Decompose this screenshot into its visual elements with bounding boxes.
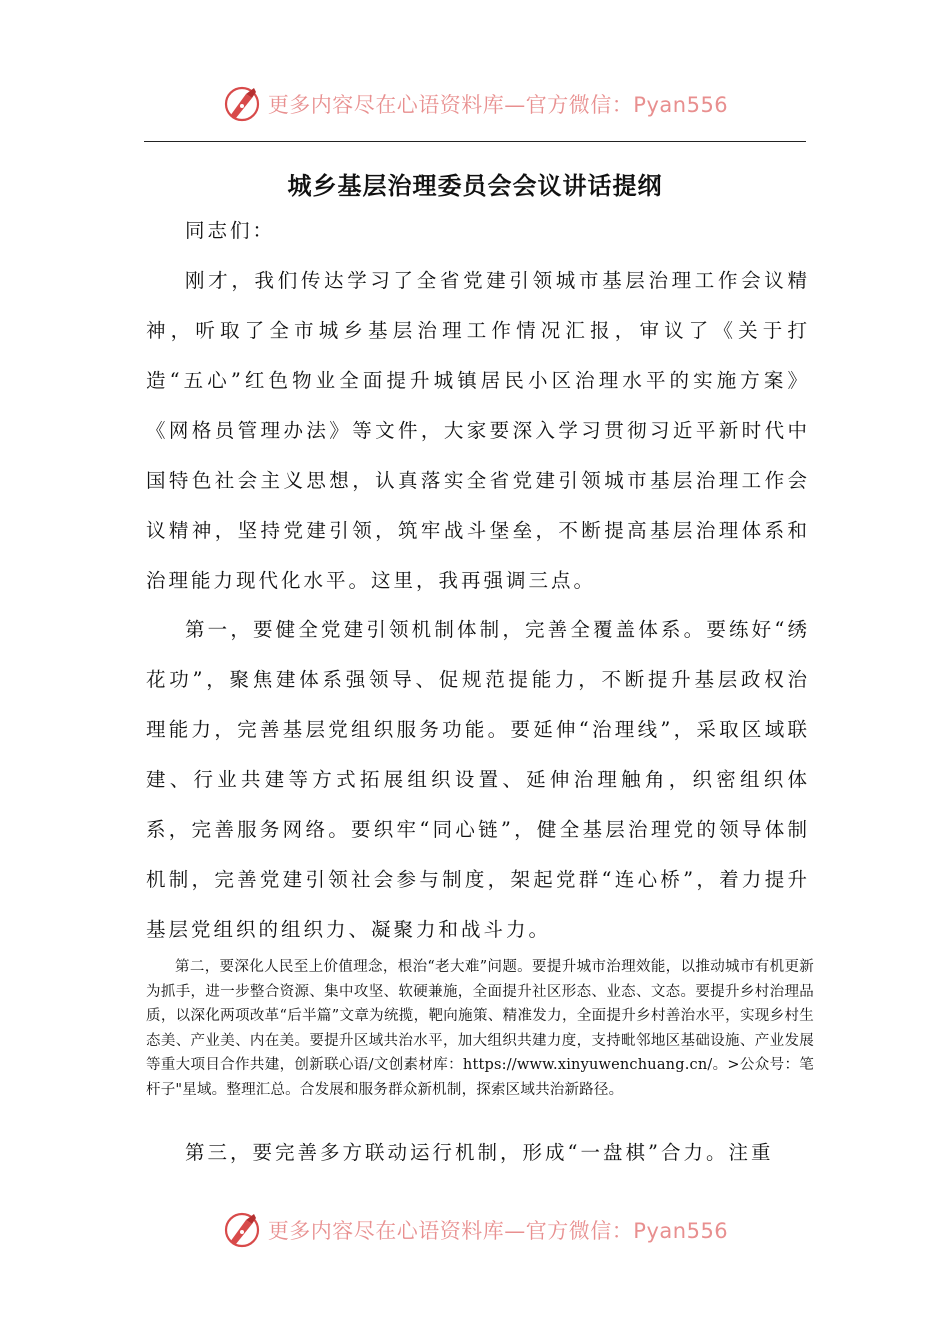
- header-divider: [144, 141, 806, 142]
- watermark-text: 更多内容尽在心语资料库—官方微信：Pyan556: [267, 1219, 729, 1243]
- watermark-text: 更多内容尽在心语资料库—官方微信：Pyan556: [267, 93, 729, 117]
- document-title: 城乡基层治理委员会会议讲话提纲: [287, 172, 663, 200]
- paragraph-third-point: 第三，要完善多方联动运行机制，形成“一盘棋”合力。注重: [185, 1141, 774, 1164]
- paragraph-second-point: 第二，要深化人民至上价值理念，根治“老大难”问题。要提升城市治理效能，以推动城市有机更新为抓手，进一步整合资源、集中攻坚、软硬兼施，全面提升社区形态、业态、文态。要提升乡村治理品质，以深化两项改革“后半篇”文章为统揽，靶向施策、精准发力，全面提升乡村善治水平，实现乡村生态美、产业美、内在美。要提升区域共治水平，加大组织共建力度，支持毗邻地区基础设施、产业发展等重大项目合作共建，创新联心语/文创素材库：https://www.xinyuwenchuang.cn/。>公众号：笔杆子"星域。整理汇总。合发展和服务群众新机制，探索区域共治新路径。: [146, 959, 814, 1098]
- paragraph-intro: 刚才，我们传达学习了全省党建引领城市基层治理工作会议精神，听取了全市城乡基层治理工作情况汇报，审议了《关于打造“五心”红色物业全面提升城镇居民小区治理水平的实施方案》《网格员管理办法》等文件，大家要深入学习贯彻习近平新时代中国特色社会主义思想，认真落实全省党建引领城市基层治理工作会议精神，坚持党建引领，筑牢战斗堡垒，不断提高基层治理体系和治理能力现代化水平。这里，我再强调三点。: [146, 269, 810, 592]
- pen-nib-logo-icon: [222, 84, 262, 124]
- footer-watermark: [0, 1210, 950, 1250]
- header-watermark: [0, 84, 950, 124]
- greeting: 同志们：: [185, 219, 276, 242]
- pen-nib-logo-icon: [222, 1210, 262, 1250]
- paragraph-first-point: 第一，要健全党建引领机制体制，完善全覆盖体系。要练好“绣花功”，聚焦建体系强领导、促规范提能力，不断提升基层政权治理能力，完善基层党组织服务功能。要延伸“治理线”，采取区域联建、行业共建等方式拓展组织设置、延伸治理触角，织密组织体系，完善服务网络。要织牢“同心链”，健全基层治理党的领导体制机制，完善党建引领社会参与制度，架起党群“连心桥”，着力提升基层党组织的组织力、凝聚力和战斗力。: [146, 618, 810, 941]
